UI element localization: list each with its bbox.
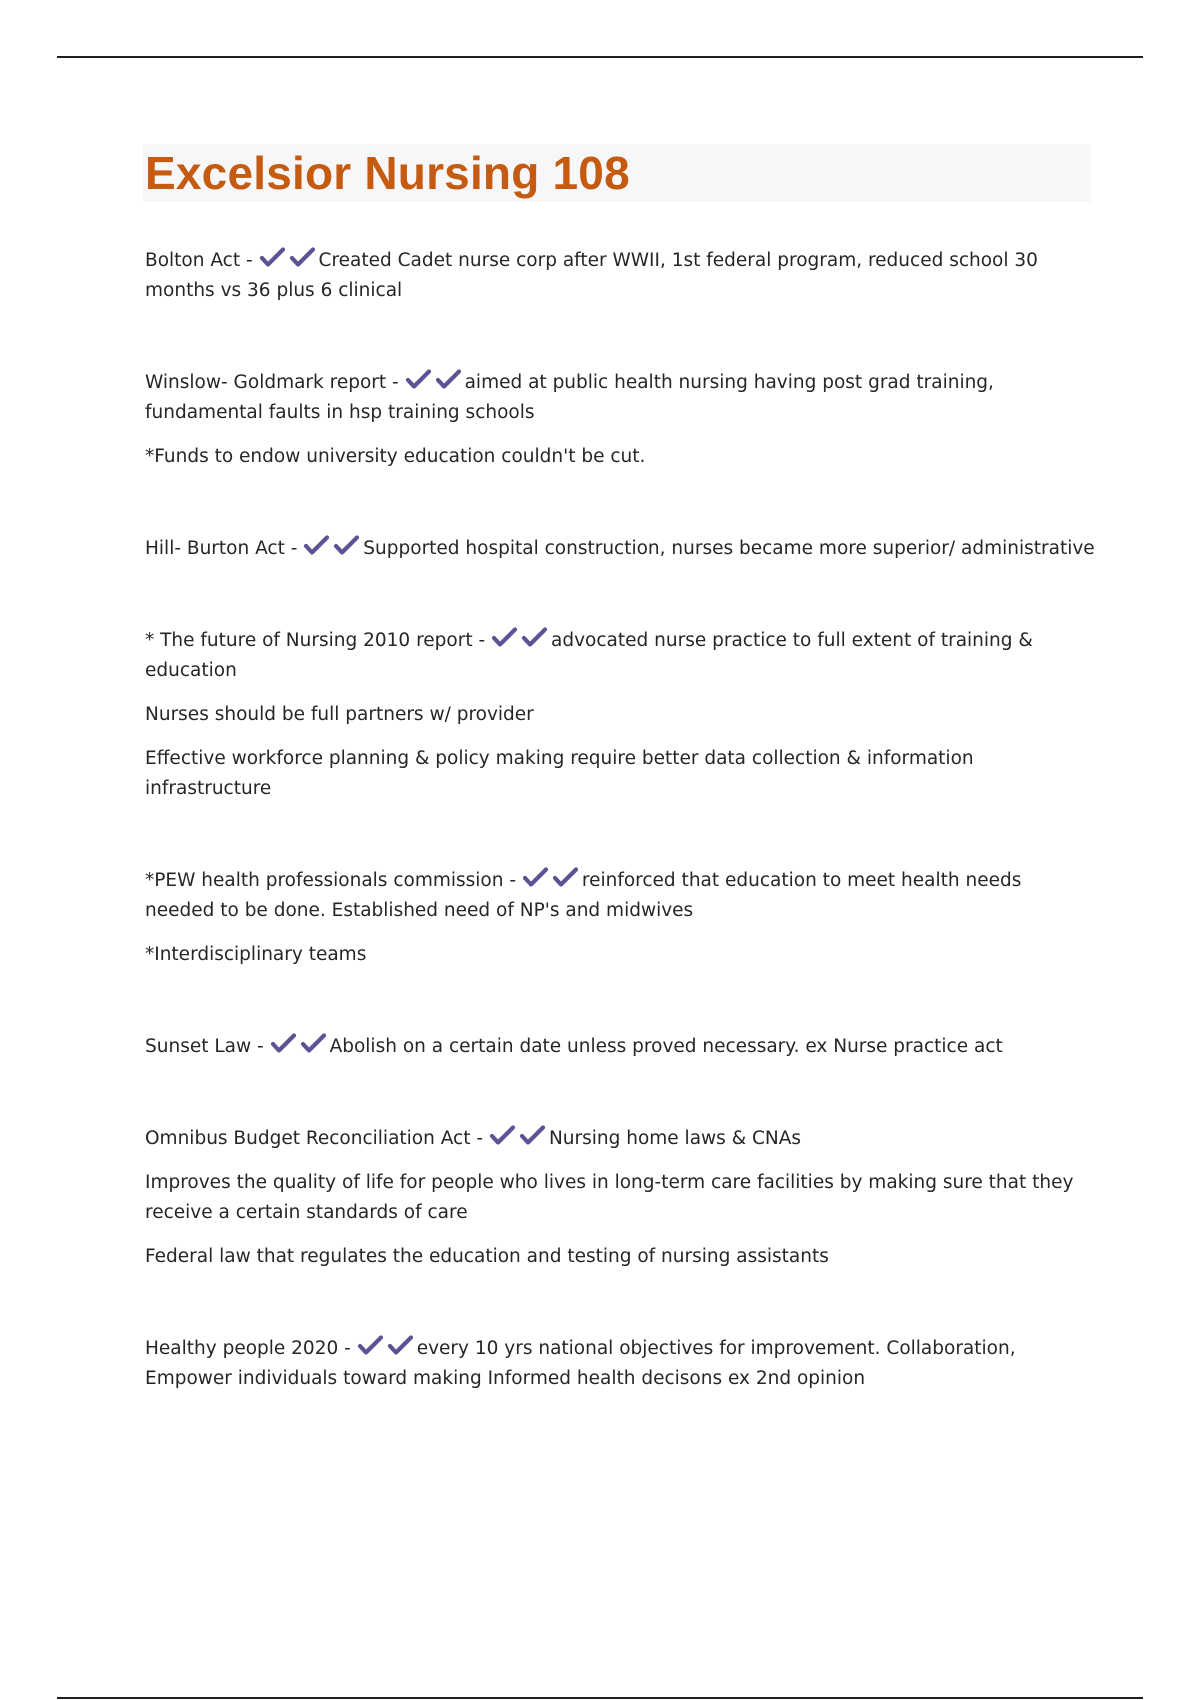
- entry-definition: every 10 yrs national objectives for improvement. Collaboration, Empower individuals toward making Informed health decisons ex 2nd opinion: [145, 1338, 1016, 1389]
- checkmark-icon: [270, 1033, 297, 1055]
- entry-definition: Nursing home laws & CNAs: [548, 1128, 802, 1149]
- entry-main-line: [145, 1032, 1095, 1062]
- entry-term: Bolton Act -: [145, 250, 253, 271]
- entry-definition: Created Cadet nurse corp after WWII, 1st federal program, reduced school 30 months vs 36 plus 6 clinical: [145, 250, 1038, 301]
- entry-item: [145, 866, 1095, 970]
- entry-main-line: [145, 246, 1095, 306]
- entry-item: [145, 1124, 1095, 1272]
- entry-item: [145, 1334, 1095, 1394]
- entry-item: [145, 1032, 1095, 1062]
- entry-main-line: [145, 534, 1095, 564]
- bottom-rule: [57, 1697, 1143, 1699]
- entry-main-line: [145, 368, 1095, 428]
- entry-item: [145, 368, 1095, 472]
- entry-note: Effective workforce planning & policy making require better data collection & information infrastructure: [145, 748, 974, 799]
- entry-note: Improves the quality of life for people who lives in long-term care facilities by making sure that they receive a certain standards of care: [145, 1172, 1074, 1223]
- entry-item: [145, 534, 1095, 564]
- checkmark-icon: [303, 535, 330, 557]
- checkmark-icon: [435, 369, 462, 391]
- checkmark-icon: [405, 369, 432, 391]
- top-rule: [57, 56, 1143, 58]
- entry-note: *Interdisciplinary teams: [145, 944, 367, 965]
- entry-definition: Abolish on a certain date unless proved necessary. ex Nurse practice act: [329, 1036, 1003, 1057]
- entry-definition: Supported hospital construction, nurses became more superior/ administrative: [363, 538, 1095, 559]
- entry-term: Healthy people 2020 -: [145, 1338, 351, 1359]
- entry-item: [145, 626, 1095, 804]
- checkmark-icon: [521, 627, 548, 649]
- entry-note: Nurses should be full partners w/ provider: [145, 704, 534, 725]
- entry-definition: aimed at public health nursing having post grad training, fundamental faults in hsp training schools: [145, 372, 994, 423]
- checkmark-icon: [552, 867, 579, 889]
- checkmark-icon: [522, 867, 549, 889]
- entry-main-line: [145, 1334, 1095, 1394]
- entry-term: * The future of Nursing 2010 report -: [145, 630, 486, 651]
- entry-main-line: [145, 1124, 1095, 1154]
- checkmark-icon: [387, 1335, 414, 1357]
- entry-term: Sunset Law -: [145, 1036, 264, 1057]
- entry-item: [145, 246, 1095, 306]
- checkmark-icon: [489, 1125, 516, 1147]
- entry-note: Federal law that regulates the education and testing of nursing assistants: [145, 1246, 829, 1267]
- entry-term: Hill- Burton Act -: [145, 538, 298, 559]
- checkmark-icon: [357, 1335, 384, 1357]
- entry-definition: reinforced that education to meet health needs needed to be done. Established need of NP's and midwives: [145, 870, 1022, 921]
- entry-note: *Funds to endow university education couldn't be cut.: [145, 446, 646, 467]
- entry-term: *PEW health professionals commission -: [145, 870, 517, 891]
- entry-definition: advocated nurse practice to full extent of training & education: [145, 630, 1033, 681]
- entry-term: Omnibus Budget Reconciliation Act -: [145, 1128, 484, 1149]
- checkmark-icon: [289, 247, 316, 269]
- checkmark-icon: [333, 535, 360, 557]
- page-title: Excelsior Nursing 108: [145, 147, 630, 199]
- checkmark-icon: [300, 1033, 327, 1055]
- entry-term: Winslow- Goldmark report -: [145, 372, 399, 393]
- entry-main-line: [145, 626, 1095, 686]
- checkmark-icon: [491, 627, 518, 649]
- checkmark-icon: [519, 1125, 546, 1147]
- entry-main-line: [145, 866, 1095, 926]
- entry-list: [145, 246, 1095, 1456]
- checkmark-icon: [259, 247, 286, 269]
